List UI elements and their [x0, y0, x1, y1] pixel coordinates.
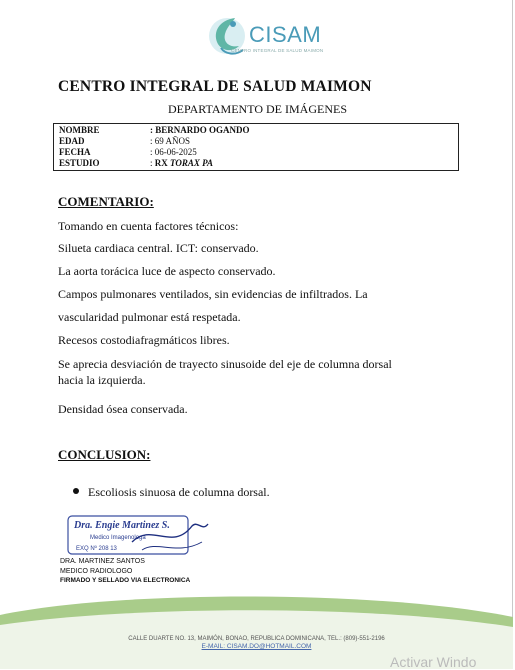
comment-line: Recesos costodiafragmáticos libres.	[58, 333, 230, 347]
clinic-logo	[205, 12, 324, 58]
comment-line: vascularidad pulmonar está respetada.	[58, 310, 241, 324]
department-title: DEPARTAMENTO DE IMÁGENES	[168, 102, 347, 116]
study-label: ESTUDIO	[59, 158, 100, 168]
study-modality: RX	[154, 158, 168, 168]
date-label: FECHA	[59, 147, 91, 157]
patient-study-row	[59, 158, 454, 169]
comment-line: La aorta torácica luce de aspecto conservado.	[58, 264, 276, 278]
logo-brand: CISAM	[249, 22, 322, 47]
age-value: : 69 AÑOS	[150, 136, 191, 146]
conclusion-heading: CONCLUSION:	[58, 447, 151, 462]
patient-age-row	[59, 136, 454, 147]
comment-line: hacia la izquierda.	[58, 373, 146, 387]
stamp-name: Dra. Engie Martinez S.	[74, 520, 170, 531]
comment-line: Tomando en cuenta factores técnicos:	[58, 219, 239, 233]
bullet-icon	[73, 488, 79, 494]
study-value	[150, 158, 213, 169]
patient-name-row	[59, 125, 454, 136]
stamp-exq: EXQ Nº 208 13	[76, 546, 117, 552]
comment-line: Densidad ósea conservada.	[58, 402, 188, 416]
name-label: NOMBRE	[59, 125, 100, 135]
comment-line: Silueta cardiaca central. ICT: conservado.	[58, 241, 259, 255]
doctor-role: MEDICO RADIOLOGO	[60, 568, 133, 575]
comment-line: Campos pulmonares ventilados, sin evidencias de infiltrados. La	[58, 287, 368, 301]
activation-watermark: Activar Windo	[390, 654, 477, 670]
footer-email[interactable]: E-MAIL: CISAM.DO@HOTMAIL.COM	[201, 643, 312, 650]
conclusion-item: Escoliosis sinuosa de columna dorsal.	[88, 485, 270, 499]
study-view: TORAX PA	[170, 158, 213, 168]
page-border	[512, 0, 513, 669]
signature-note: FIRMADO Y SELLADO VIA ELECTRONICA	[60, 577, 191, 584]
study-colon: :	[150, 158, 153, 168]
patient-info-box	[53, 123, 459, 171]
footer-address: CALLE DUARTE NO. 13, MAIMÓN, BONAO, REPUBLICA DOMINICANA, TEL.: (809)-551-2196	[128, 636, 385, 642]
doctor-name: DRA. MARTINEZ SANTOS	[60, 558, 145, 565]
logo-tagline: CENTRO INTEGRAL DE SALUD MAIMON	[231, 48, 324, 53]
date-value: : 06-06-2025	[150, 147, 197, 157]
name-value: : BERNARDO OGANDO	[150, 125, 250, 135]
comment-line: Se aprecia desviación de trayecto sinusoide del eje de columna dorsal	[58, 357, 392, 371]
stamp-title: Medico Imagenologa	[90, 535, 146, 541]
patient-date-row	[59, 147, 454, 158]
comment-heading: COMENTARIO:	[58, 194, 154, 209]
clinic-title: CENTRO INTEGRAL DE SALUD MAIMON	[58, 78, 372, 95]
signature-stamp	[62, 512, 212, 558]
doctor-info	[60, 557, 145, 577]
age-label: EDAD	[59, 136, 85, 146]
